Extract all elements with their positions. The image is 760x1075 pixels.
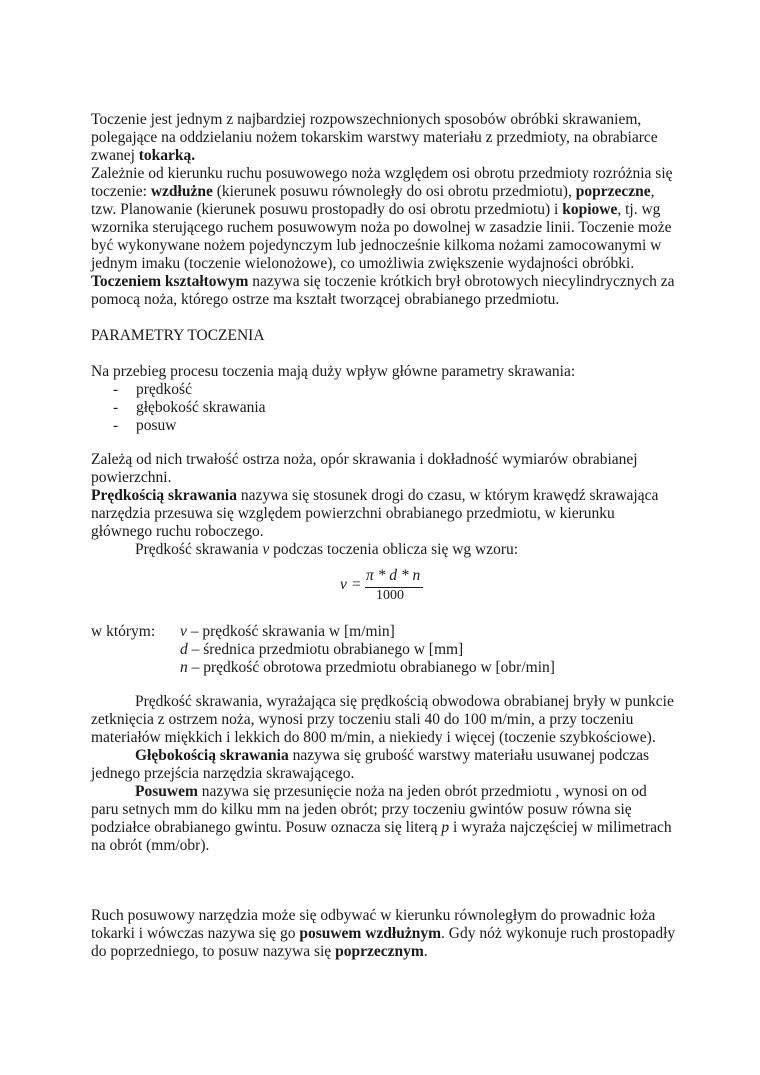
text: Prędkość skrawania (135, 541, 263, 558)
text: być wykonywane nożem pojedynczym lub jednocześnie kilkoma nożami zamocowanymi w (91, 237, 662, 254)
text: nazywa się przesunięcie noża na jeden obrót przedmiotu , wynosi on od (197, 783, 647, 800)
bold-term: posuwem wzdłużnym (299, 925, 441, 942)
text: – prędkość obrotowa przedmiotu obrabianego w [obr/min] (187, 659, 555, 676)
text: Ruch posuwowy narzędzia może się odbywać w kierunku równoległym do prowadnic łoża (91, 907, 656, 924)
formula (340, 567, 430, 607)
bold-term: tokarką. (138, 147, 196, 164)
list-item-text: prędkość (136, 381, 192, 398)
text-line (91, 819, 672, 837)
text-line (91, 801, 632, 819)
text: Zależnie od kierunku ruchu posuwowego noża względem osi obrotu przedmioty rozróżnia się (91, 165, 673, 182)
legend-row (180, 623, 395, 641)
text: zetknięcia z ostrzem noża, wynosi przy toczeniu stali 40 do 100 m/min, a przy toczeniu (91, 711, 634, 728)
text: zwanej (91, 147, 139, 164)
text: (kierunek posuwu równoległy do osi obrotu przedmiotu), (212, 183, 576, 200)
text-line (91, 943, 428, 961)
italic-symbol: n (180, 659, 188, 676)
bold-term: poprzeczne (575, 183, 651, 200)
text: materiałów miękkich i lekkich do 800 m/min, a niekiedy i więcej (toczenie szybkościowe). (91, 729, 656, 746)
text-line (91, 907, 655, 925)
text-line (91, 219, 672, 237)
text: tzw. Planowanie (kierunek posuwu prostopadły do osi obrotu przedmiotu) i (91, 201, 563, 218)
text-line (91, 765, 354, 783)
formula-lhs: v (340, 576, 347, 593)
legend-row (180, 659, 555, 677)
legend-row (180, 641, 463, 659)
bold-term: poprzecznym (335, 943, 424, 960)
text-line (91, 255, 634, 273)
italic-symbol: v (262, 541, 270, 558)
text-line (91, 363, 575, 381)
bold-term: kopiowe (562, 201, 618, 218)
bold-term: Posuwem (135, 783, 198, 800)
dash-bullet: - (113, 417, 119, 434)
text: polegające na oddzielaniu nożem tokarskim warstwy materiału z przedmioty, na obrabiarce (91, 129, 658, 146)
text-line (91, 147, 195, 165)
text: na obrót (mm/obr). (91, 837, 210, 854)
text: jednym imaku (toczenie wielonożowe), co umożliwia zwiększenie wydajności obróbki. (91, 255, 635, 272)
dash-bullet: - (113, 399, 119, 416)
bold-term: Toczeniem kształtowym (91, 273, 249, 290)
text: Toczenie jest jednym z najbardziej rozpowszechnionych sposobów obróbki skrawaniem, (91, 111, 642, 128)
text: w którym: (91, 623, 156, 640)
heading-text: PARAMETRY TOCZENIA (91, 327, 265, 344)
text: podczas toczenia oblicza się wg wzoru: (269, 541, 519, 558)
text: nazywa się toczenie krótkich brył obrotowych niecylindrycznych za (248, 273, 675, 290)
text: – prędkość skrawania w [m/min] (186, 623, 395, 640)
text: , tj. wg (617, 201, 661, 218)
text-line (91, 729, 656, 747)
text-line (135, 747, 649, 765)
text-line (91, 711, 633, 729)
text: . (423, 943, 428, 960)
formula-denominator: 1000 (376, 588, 404, 603)
text-line (91, 237, 661, 255)
text: głównego ruchu roboczego. (91, 523, 264, 540)
section-heading (91, 327, 265, 345)
text-line (91, 451, 638, 469)
text: Na przebieg procesu toczenia mają duży wpływ główne parametry skrawania: (91, 363, 576, 380)
text-line (91, 183, 655, 201)
text: toczenie: (91, 183, 151, 200)
legend-label (91, 623, 155, 641)
italic-symbol: d (180, 641, 188, 658)
bold-term: Prędkością skrawania (91, 487, 237, 504)
text-line (91, 837, 209, 855)
text-line (91, 469, 171, 487)
text-line (91, 165, 673, 183)
formula-numerator: π * d * n (366, 567, 421, 584)
dash-bullet: - (113, 381, 119, 398)
text: podziałce obrabianego gwintu. Posuw oznacza się literą (91, 819, 442, 836)
text: paru setnych mm do kilku mm na jeden obrót; przy toczeniu gwintów posuw równa się (91, 801, 632, 818)
text: nazywa się stosunek drogi do czasu, w którym krawędź skrawająca (236, 487, 659, 504)
text-line (91, 505, 615, 523)
text: i wyraża najczęściej w milimetrach (449, 819, 672, 836)
text: jednego przejścia narzędzia skrawającego. (91, 765, 355, 782)
text-line (91, 129, 658, 147)
text-line (91, 111, 641, 129)
text-line (91, 925, 675, 943)
text-line (91, 291, 559, 309)
text: nazywa się grubość warstwy materiału usuwanej podczas (288, 747, 649, 764)
text: – średnica przedmiotu obrabianego w [mm] (187, 641, 464, 658)
bold-term: wzdłużne (150, 183, 213, 200)
text: , (650, 183, 655, 200)
italic-symbol: v (180, 623, 187, 640)
italic-symbol: p (441, 819, 450, 836)
text-line (135, 541, 518, 559)
text: powierzchni. (91, 469, 172, 486)
text: Prędkość skrawania, wyrażająca się prędkością obwodowa obrabianej bryły w punkcie (135, 693, 674, 710)
formula-equals: = (352, 576, 361, 593)
text: wzornika sterującego ruchem posuwowym noża po dowolnej w zasadzie linii. Toczenie może (91, 219, 672, 236)
text: narzędzia przesuwa się względem powierzchni obrabianego przedmiotu, w kierunku (91, 505, 615, 522)
text-line (135, 693, 674, 711)
list-item-text: posuw (136, 417, 177, 434)
text: Zależą od nich trwałość ostrza noża, opór skrawania i dokładność wymiarów obrabianej (91, 451, 638, 468)
text-line (91, 201, 660, 219)
text: do poprzedniego, to posuw nazywa się (91, 943, 336, 960)
text: tokarki i wówczas nazywa się go (91, 925, 300, 942)
bold-term: Głębokością skrawania (135, 747, 289, 764)
text: . Gdy nóż wykonuje ruch prostopadły (441, 925, 676, 942)
text-line (91, 273, 675, 291)
text-line (91, 523, 264, 541)
text: pomocą noża, którego ostrze ma kształt tworzącej obrabianego przedmiotu. (91, 291, 560, 308)
list-item-text: głębokość skrawania (136, 399, 266, 416)
text-line (91, 487, 658, 505)
text-line (135, 783, 647, 801)
